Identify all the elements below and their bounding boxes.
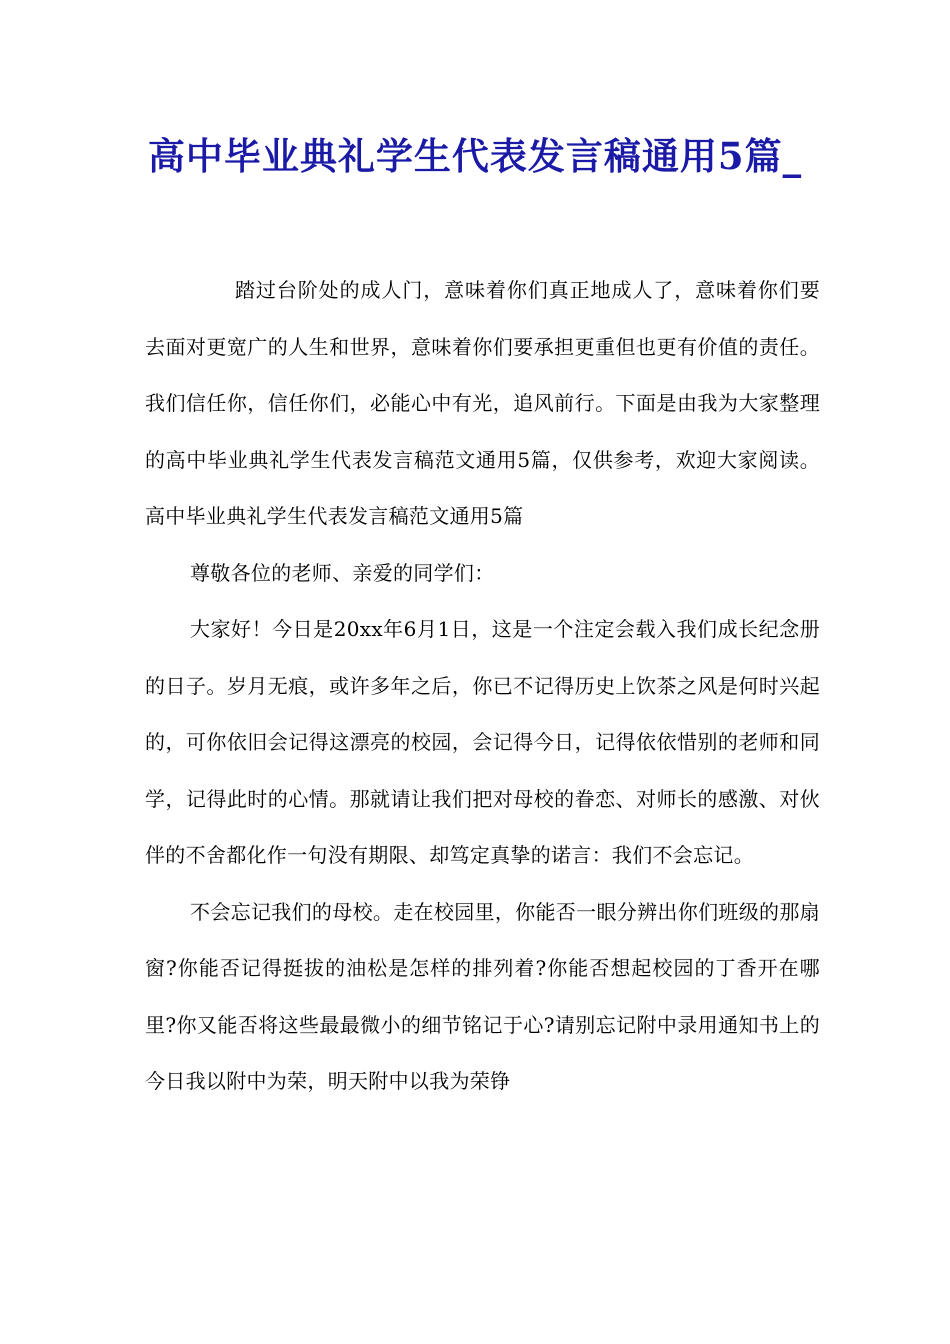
body-paragraph: 不会忘记我们的母校。走在校园里，你能否一眼分辨出你们班级的那扇窗?你能否记得挺拔的油松是怎样的排列着?你能否想起校园的丁香开在哪里?你又能否将这些最最微小的细节铭记于心?请别忘记附中录用通知书上的今日我以附中为荣，明天附中以我为荣铮 bbox=[145, 899, 820, 1093]
document-title: 高中毕业典礼学生代表发言稿通用5篇_ bbox=[147, 134, 803, 178]
document-body bbox=[145, 262, 820, 1110]
intro-paragraph: 踏过台阶处的成人门，意味着你们真正地成人了，意味着你们要去面对更宽广的人生和世界，意味着你们要承担更重但也更有价值的责任。我们信任你，信任你们，必能心中有光，追风前行。下面是由我为大家整理的高中毕业典礼学生代表发言稿范文通用5篇，仅供参考，欢迎大家阅读。高中毕业典礼学生代表发言稿范文通用5篇 bbox=[145, 278, 820, 528]
salutation-paragraph: 尊敬各位的老师、亲爱的同学们： bbox=[190, 560, 495, 585]
body-paragraph: 大家好！今日是20xx年6月1日，这是一个注定会载入我们成长纪念册的日子。岁月无痕，或许多年之后，你已不记得历史上饮茶之风是何时兴起的，可你依旧会记得这漂亮的校园，会记得今日，记得依依惜别的老师和同学，记得此时的心情。那就请让我们把对母校的眷恋、对师长的感激、对伙伴的不舍都化作一句没有期限、却笃定真挚的诺言：我们不会忘记。 bbox=[145, 617, 820, 867]
